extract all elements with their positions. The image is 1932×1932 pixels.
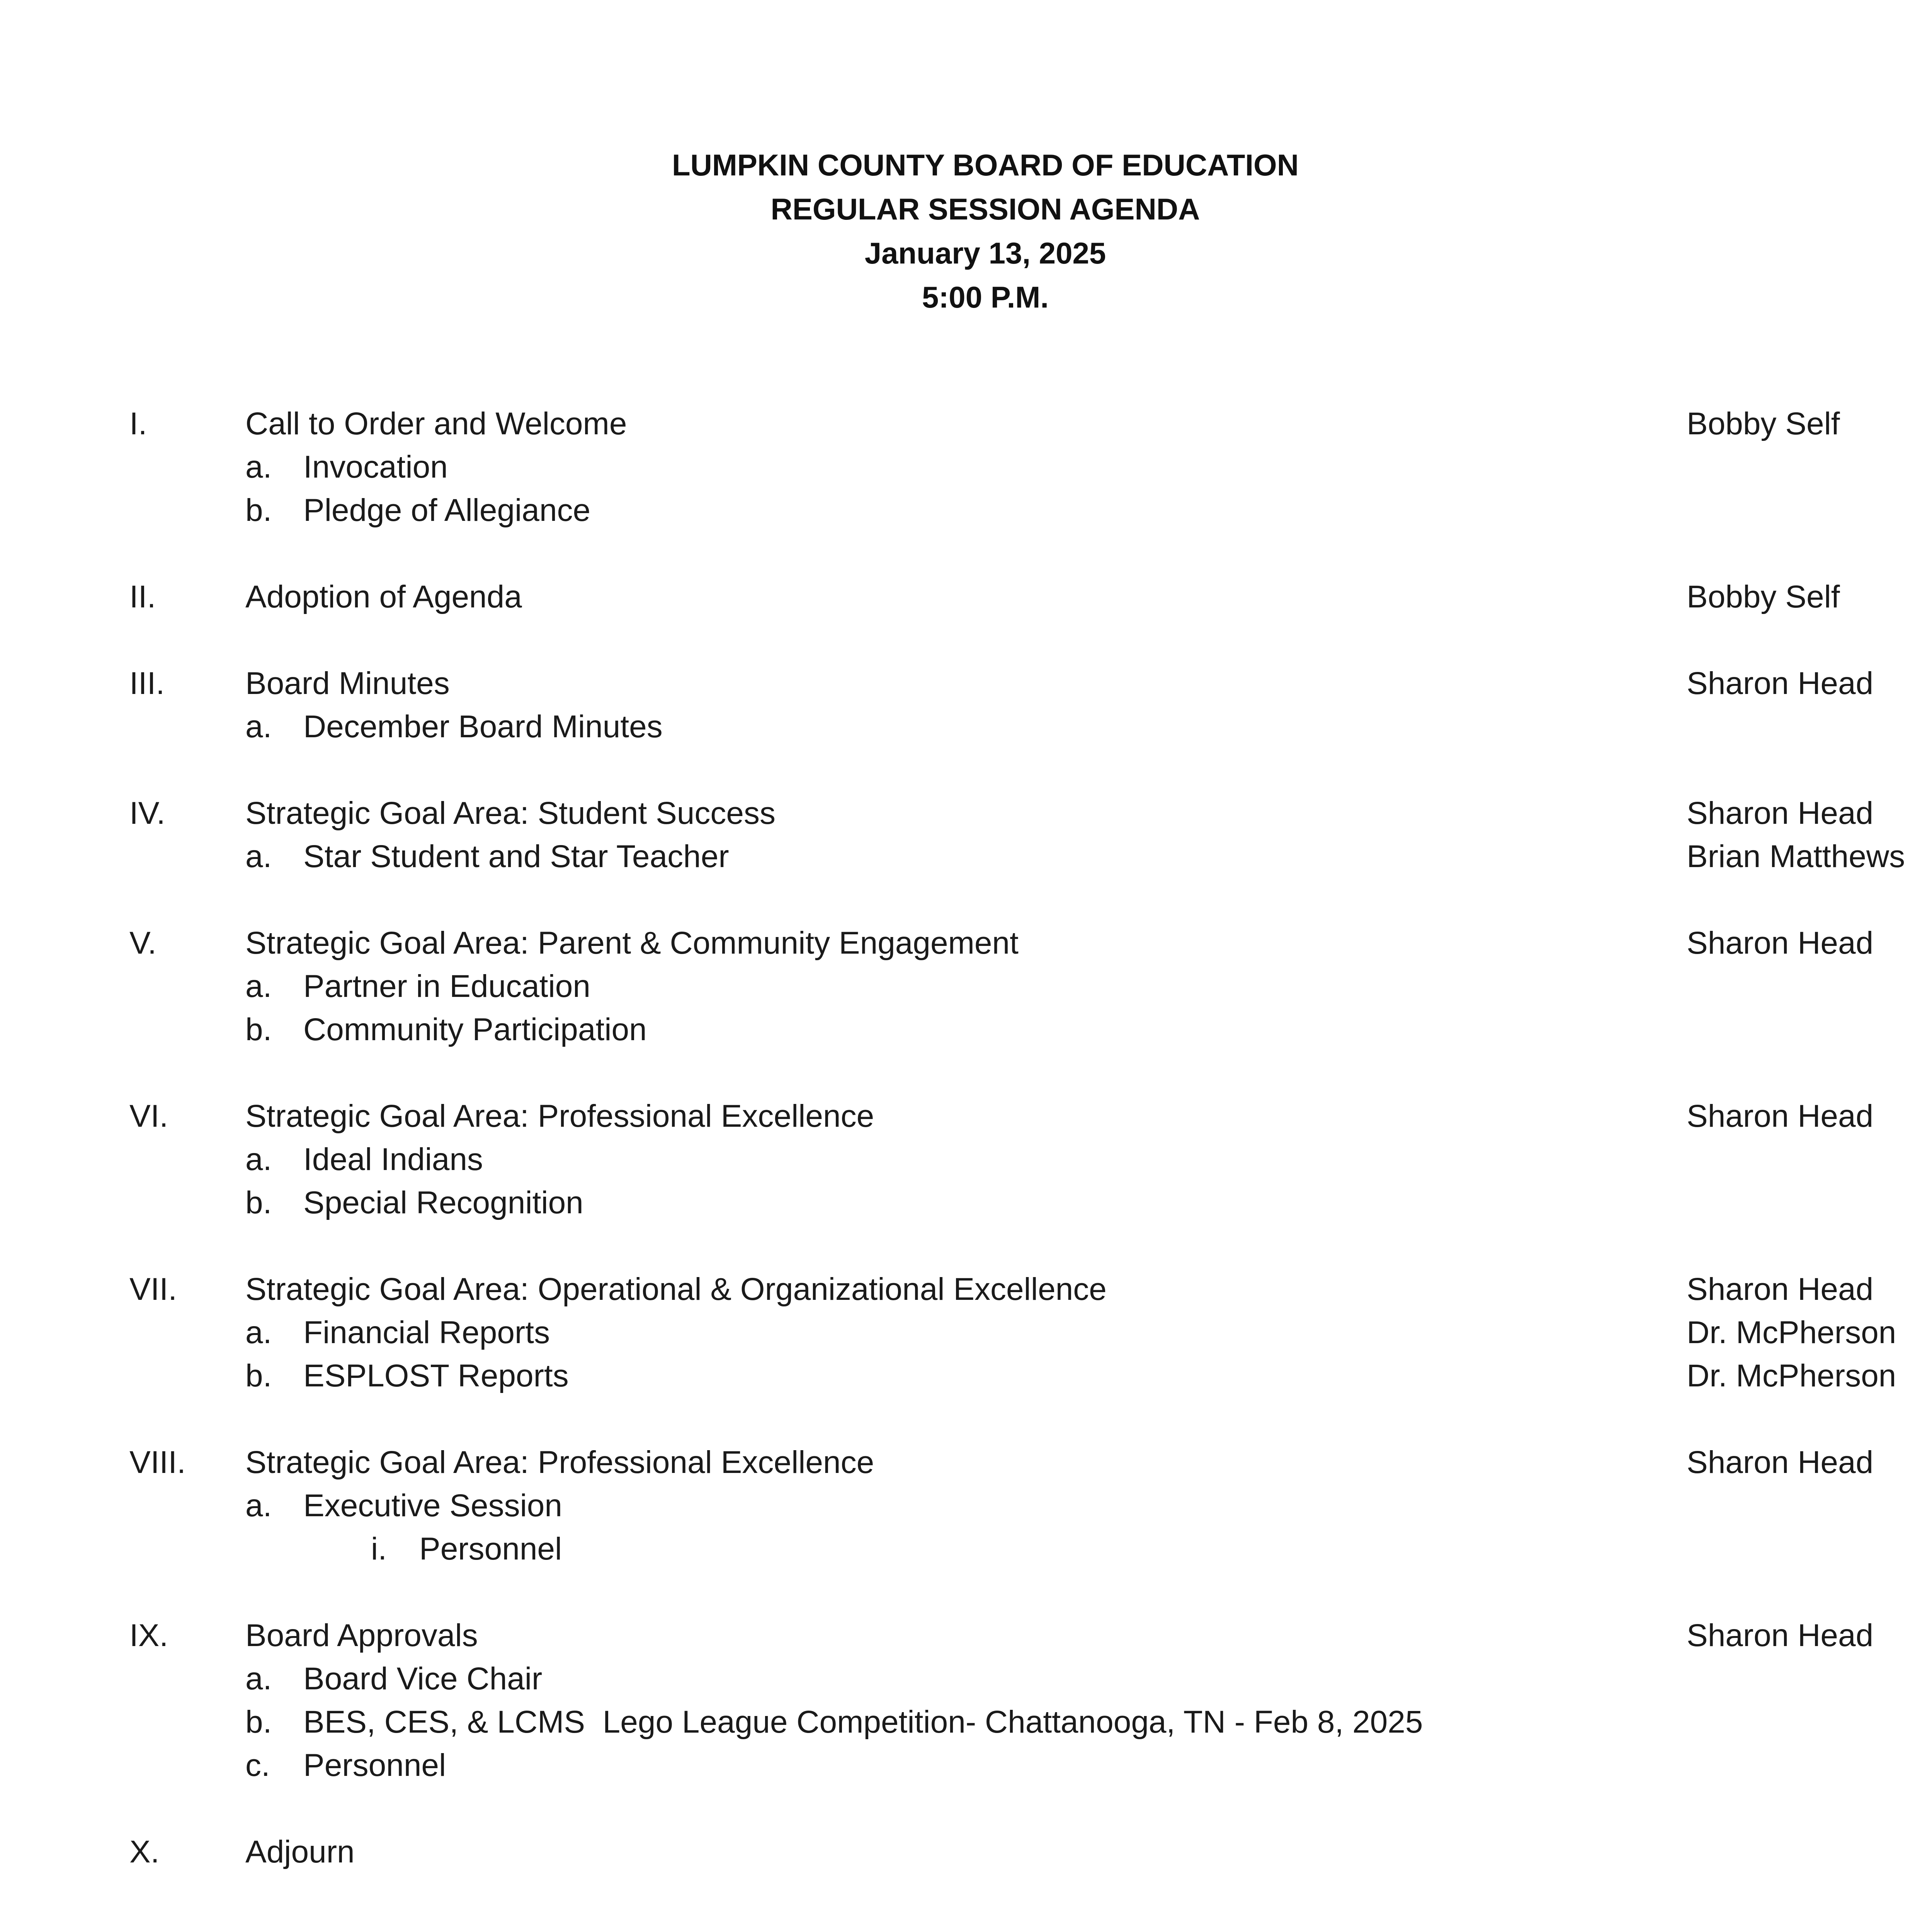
agenda-subitem — [0, 488, 1932, 532]
subitem-letter: b. — [245, 1358, 272, 1393]
subsubitem-letter: i. — [371, 1531, 387, 1566]
agenda-subitem — [0, 1138, 1932, 1182]
header-session-title: REGULAR SESSION AGENDA — [770, 192, 1200, 226]
subitem-presenter: Dr. McPherson — [1687, 1358, 1896, 1393]
item-presenter: Bobby Self — [1687, 579, 1840, 614]
subitem-letter: a. — [245, 709, 272, 744]
subitem-letter: a. — [245, 1488, 272, 1523]
subitem-text: Executive Session — [303, 1488, 563, 1523]
subitem-letter: b. — [245, 493, 272, 528]
item-numeral: V. — [129, 925, 156, 961]
subitem-text: Partner in Education — [303, 969, 591, 1004]
subitem-letter: a. — [245, 449, 272, 485]
agenda-subitem — [0, 1484, 1932, 1528]
agenda-item — [0, 1094, 1932, 1138]
subitem-letter: a. — [245, 839, 272, 874]
item-title: Board Approvals — [245, 1618, 478, 1653]
agenda-subitem — [0, 1700, 1932, 1744]
agenda-item — [0, 662, 1932, 706]
item-numeral: X. — [129, 1834, 160, 1869]
item-numeral: I. — [129, 406, 147, 441]
subitem-presenter: Brian Matthews — [1687, 839, 1905, 874]
agenda-item — [0, 1440, 1932, 1485]
item-title: Adoption of Agenda — [245, 579, 522, 614]
item-presenter: Sharon Head — [1687, 1445, 1874, 1480]
agenda-subitem — [0, 1181, 1932, 1225]
agenda-subitem — [0, 445, 1932, 489]
agenda-subitem — [0, 1008, 1932, 1052]
item-title: Adjourn — [245, 1834, 355, 1869]
subitem-text: Invocation — [303, 449, 448, 485]
item-numeral: IV. — [129, 796, 165, 831]
subitem-text: ESPLOST Reports — [303, 1358, 569, 1393]
item-title: Board Minutes — [245, 666, 450, 701]
item-title: Strategic Goal Area: Student Success — [245, 796, 776, 831]
subitem-letter: a. — [245, 1142, 272, 1177]
agenda-item — [0, 1267, 1932, 1311]
item-presenter: Sharon Head — [1687, 925, 1874, 961]
header-date: January 13, 2025 — [864, 236, 1106, 270]
subitem-letter: b. — [245, 1704, 272, 1740]
item-title: Strategic Goal Area: Professional Excellence — [245, 1445, 874, 1480]
header-time: 5:00 P.M. — [922, 280, 1049, 314]
agenda-item — [0, 575, 1932, 619]
subitem-text: Ideal Indians — [303, 1142, 483, 1177]
agenda-subitem — [0, 1354, 1932, 1398]
item-numeral: VIII. — [129, 1445, 186, 1480]
agenda-subitem — [0, 1657, 1932, 1701]
item-title: Strategic Goal Area: Professional Excellence — [245, 1099, 874, 1134]
agenda-subsubitem — [0, 1527, 1932, 1571]
subitem-text: Special Recognition — [303, 1185, 583, 1220]
item-title: Call to Order and Welcome — [245, 406, 627, 441]
subitem-text: Board Vice Chair — [303, 1661, 543, 1696]
header-board-name: LUMPKIN COUNTY BOARD OF EDUCATION — [672, 148, 1299, 182]
agenda-item — [0, 921, 1932, 965]
item-numeral: VII. — [129, 1272, 177, 1307]
item-title: Strategic Goal Area: Operational & Organizational Excellence — [245, 1272, 1107, 1307]
subitem-text: Financial Reports — [303, 1315, 550, 1350]
agenda-subitem — [0, 835, 1932, 879]
item-numeral: IX. — [129, 1618, 168, 1653]
item-title: Strategic Goal Area: Parent & Community Engagement — [245, 925, 1019, 961]
item-presenter: Sharon Head — [1687, 1099, 1874, 1134]
item-presenter: Sharon Head — [1687, 666, 1874, 701]
subitem-letter: b. — [245, 1012, 272, 1047]
subitem-letter: c. — [245, 1748, 270, 1783]
item-numeral: II. — [129, 579, 156, 614]
subitem-text: Star Student and Star Teacher — [303, 839, 729, 874]
subitem-text: Pledge of Allegiance — [303, 493, 591, 528]
item-presenter: Sharon Head — [1687, 796, 1874, 831]
item-presenter: Sharon Head — [1687, 1618, 1874, 1653]
subsubitem-text: Personnel — [419, 1531, 562, 1566]
subitem-text: December Board Minutes — [303, 709, 663, 744]
subitem-presenter: Dr. McPherson — [1687, 1315, 1896, 1350]
agenda-subitem — [0, 705, 1932, 749]
agenda-item — [0, 402, 1932, 446]
subitem-text: Community Participation — [303, 1012, 647, 1047]
agenda-subitem — [0, 1311, 1932, 1355]
item-numeral: VI. — [129, 1099, 168, 1134]
agenda-subitem — [0, 1743, 1932, 1787]
subitem-letter: a. — [245, 969, 272, 1004]
agenda-item — [0, 1614, 1932, 1658]
item-numeral: III. — [129, 666, 165, 701]
agenda-subitem — [0, 964, 1932, 1009]
agenda-item — [0, 791, 1932, 835]
subitem-letter: b. — [245, 1185, 272, 1220]
item-presenter: Sharon Head — [1687, 1272, 1874, 1307]
item-presenter: Bobby Self — [1687, 406, 1840, 441]
agenda-item — [0, 1830, 1932, 1874]
subitem-letter: a. — [245, 1315, 272, 1350]
subitem-text: Personnel — [303, 1748, 446, 1783]
subitem-letter: a. — [245, 1661, 272, 1696]
subitem-text: BES, CES, & LCMS Lego League Competition- Chattanooga, TN - Feb 8, 2025 — [303, 1704, 1423, 1740]
